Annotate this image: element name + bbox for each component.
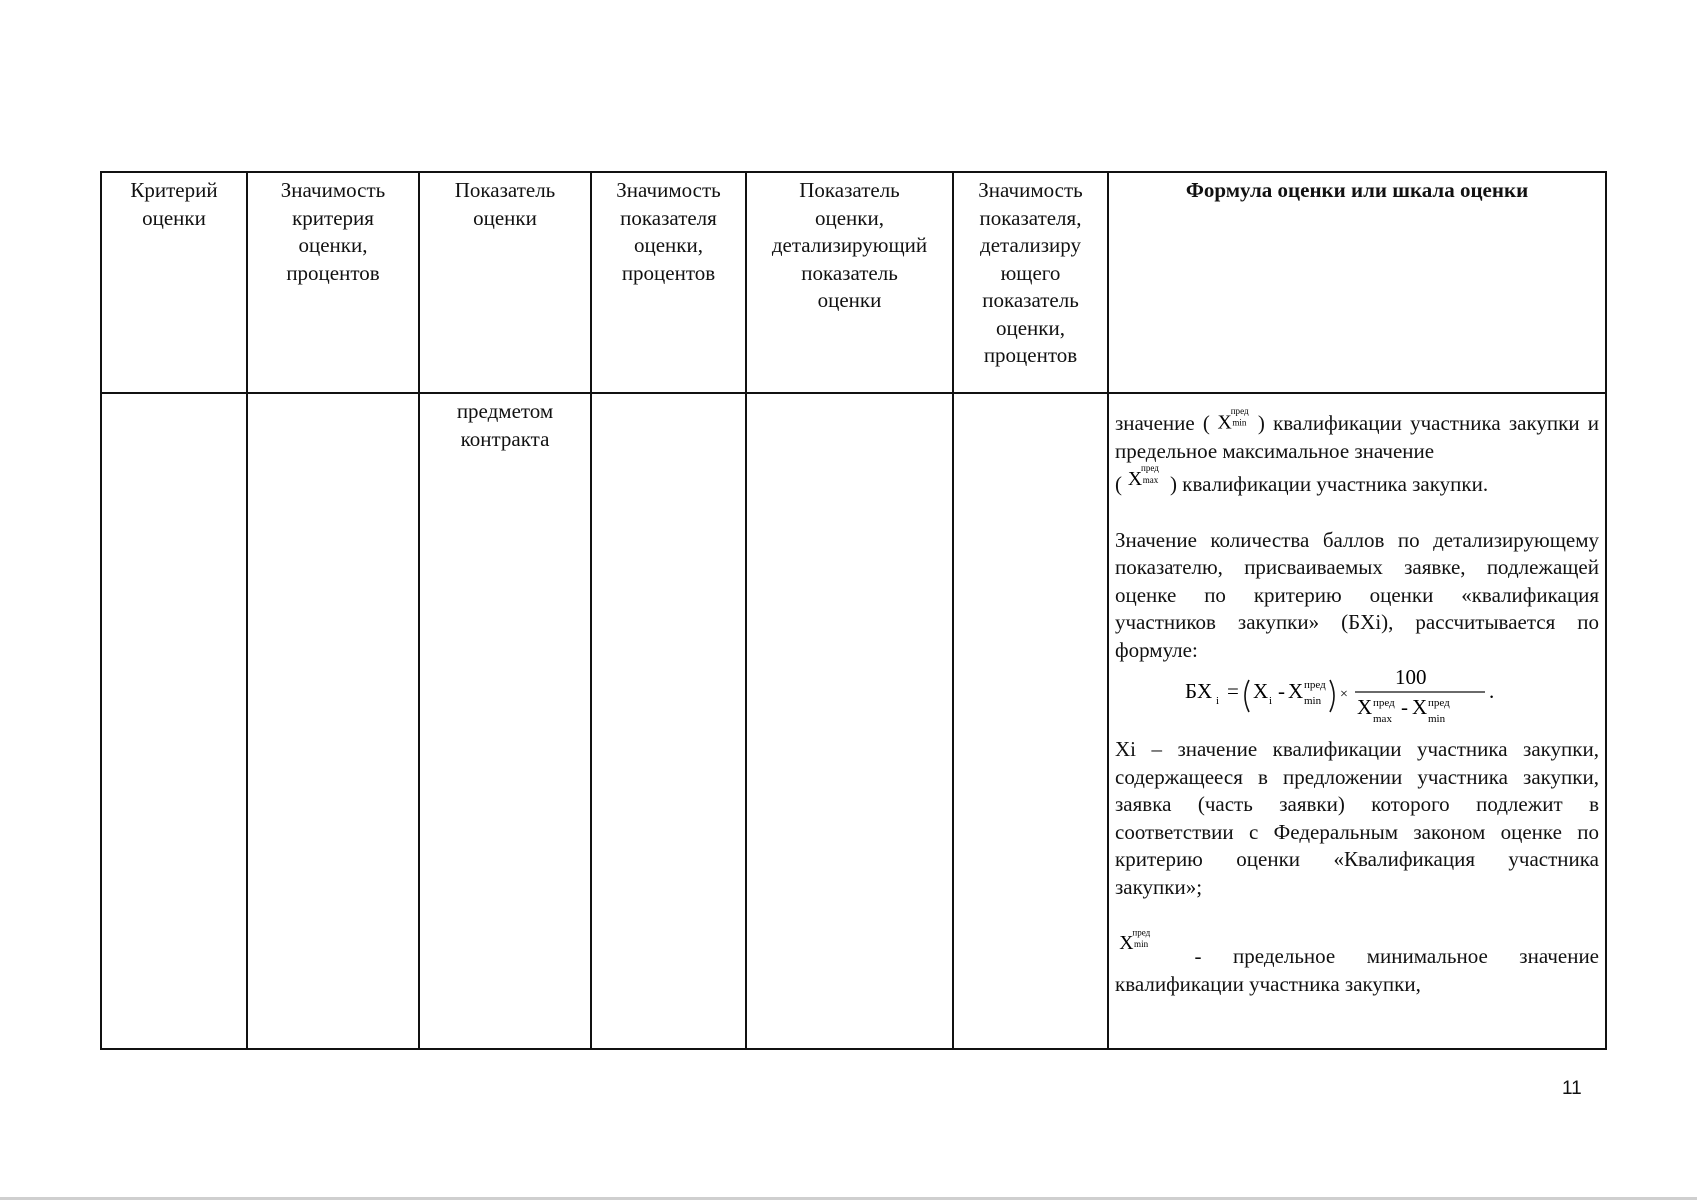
- formula-sub-min-2: min: [1428, 713, 1446, 725]
- x-letter: X: [1127, 467, 1143, 490]
- header-indicator: Показатель оценки: [419, 172, 591, 393]
- header-criterion: Критерий оценки: [101, 172, 247, 393]
- formula-paragraph-2: Значение количества баллов по детализирующему показателю, присваиваемых заявке, подлежащей оценке по критерию оценки «квалификация участников закупки» (БXi), рассчитывается по формуле:: [1115, 527, 1599, 662]
- formula-numerator: 100: [1395, 668, 1427, 689]
- formula-sub-max: max: [1373, 713, 1392, 725]
- formula-x-min: X: [1288, 679, 1304, 703]
- cell-detail-indicator: [746, 393, 953, 1049]
- formula-minus: -: [1278, 679, 1285, 703]
- formula-x-max: X: [1357, 695, 1373, 719]
- cell-criterion-weight: [247, 393, 419, 1049]
- formula-x: X: [1253, 679, 1269, 703]
- sup-pred: пред: [1141, 465, 1159, 473]
- formula-paragraph-1: значение ( X пред min ) квалификации участника закупки и предельное максимальное значение ( X пред max ) квалификации участника закупки.: [1115, 405, 1600, 496]
- formula-paren-right: [1330, 680, 1334, 712]
- evaluation-criteria-table: [100, 171, 1607, 1050]
- x-pred-min-symbol: [1210, 404, 1258, 432]
- header-detail-indicator-weight: Значимость показателя, детализиру ющего показатель оценки, процентов: [953, 172, 1108, 393]
- sub-min: min: [1232, 417, 1247, 428]
- content-row: [101, 393, 1606, 1049]
- formula-paragraph-4: X пред min - предельное минимальное значение квалификации участника закупки,: [1115, 929, 1599, 996]
- formula-paren-left: [1245, 680, 1249, 712]
- formula-times: ×: [1340, 687, 1348, 702]
- formula-bx: БX: [1185, 679, 1213, 703]
- page-number: 11: [1562, 1078, 1582, 1099]
- sub-min: min: [1134, 939, 1149, 950]
- cell-indicator-weight: [591, 393, 746, 1049]
- formula-sup-pred-3: пред: [1428, 697, 1450, 709]
- header-criterion-weight: Значимость критерия оценки, процентов: [247, 172, 419, 393]
- x-letter: X: [1119, 931, 1134, 954]
- formula-x-min-2: X: [1412, 695, 1428, 719]
- sub-max: max: [1142, 475, 1159, 486]
- formula-paragraph-3: Xi – значение квалификации участника закупки, содержащееся в предложении участника закупки, заявка (часть заявки) которого подлежит в соответствии с Федеральным законом оценке по критерию оценки «Квалификация участника закупки»;: [1115, 737, 1599, 899]
- header-indicator-weight: Значимость показателя оценки, процентов: [591, 172, 746, 393]
- formula-sub-i: i: [1216, 695, 1220, 707]
- formula-sub-i-2: i: [1269, 695, 1273, 707]
- formula-period: .: [1489, 679, 1495, 703]
- header-formula: Формула оценки или шкала оценки: [1108, 172, 1606, 393]
- x-pred-min-symbol-2: [1115, 929, 1163, 957]
- x-pred-max-symbol: [1122, 465, 1170, 493]
- score-formula: [1185, 668, 1515, 730]
- cell-detail-indicator-weight: [953, 393, 1108, 1049]
- cell-indicator: предметом контракта: [419, 393, 591, 1049]
- formula-sup-pred-2: пред: [1373, 697, 1395, 709]
- header-row: [101, 172, 1606, 393]
- formula-sup-pred: пред: [1304, 679, 1326, 691]
- formula-equals: =: [1227, 679, 1239, 703]
- sup-pred: пред: [1132, 929, 1151, 938]
- header-detail-indicator: Показатель оценки, детализирующий показатель оценки: [746, 172, 953, 393]
- x-letter: X: [1217, 411, 1232, 432]
- cell-criterion: [101, 393, 247, 1049]
- formula-minus-2: -: [1401, 695, 1408, 719]
- cell-formula: [1108, 393, 1606, 1049]
- formula-sub-min: min: [1304, 695, 1322, 707]
- sup-pred: пред: [1230, 405, 1249, 416]
